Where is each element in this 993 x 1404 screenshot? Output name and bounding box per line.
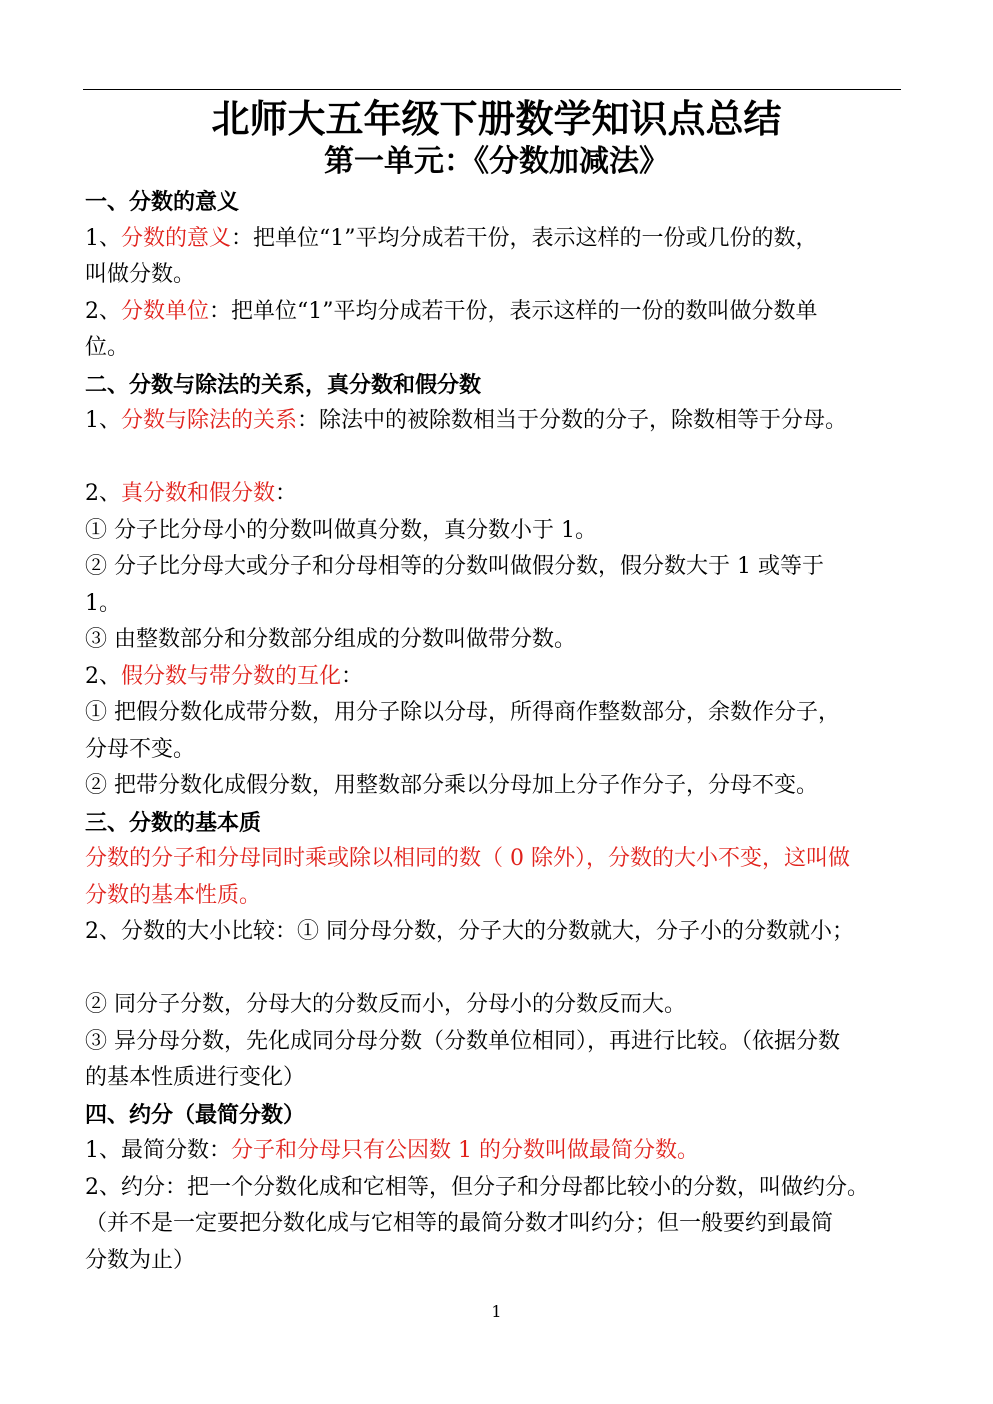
definition-text: ：除法中的被除数相当于分数的分子，除数相等于分母。 [297, 408, 848, 433]
list-item: ③ 异分母分数，先化成同分母分数（分数单位相同），再进行比较。（依据分数 [85, 1028, 840, 1054]
paragraph-line [85, 221, 895, 258]
blank-line [85, 440, 895, 477]
highlighted-term: 分数的意义 [121, 225, 232, 251]
note-line: （并不是一定要把分数化成与它相等的最简分数才叫约分；但一般要约到最简 [85, 1211, 834, 1236]
paragraph-line: 2、约分：把一个分数化成和它相等，但分子和分母都比较小的分数，叫做约分。 [85, 1174, 869, 1200]
page-number: 1 [491, 1302, 502, 1321]
paragraph-line: 分母不变。 [85, 736, 196, 762]
punctuation: 。 [239, 882, 262, 908]
item-number: 1、 [85, 225, 121, 251]
paragraph-line: 1。 [85, 590, 121, 616]
paragraph-line: 2、分数的大小比较：① 同分母分数，分子大的分数就大，分子小的分数就小； [85, 919, 854, 944]
paragraph-line: 的基本性质进行变化） [85, 1065, 306, 1090]
paragraph-line [85, 294, 895, 331]
paragraph-line [85, 878, 895, 915]
document-title: 北师大五年级下册数学知识点总结 [211, 96, 782, 141]
highlighted-term: 真分数和假分数 [121, 481, 276, 506]
list-item: ② 把带分数化成假分数，用整数部分乘以分母加上分子作分子，分母不变。 [85, 773, 818, 798]
highlighted-definition: 分子和分母只有公因数 1 的分数叫做最简分数。 [231, 1138, 699, 1163]
highlighted-term: 分数单位 [121, 298, 210, 324]
paragraph-line [85, 659, 895, 696]
definition-text: ：把单位“1”平均分成若干份，表示这样的一份或几份的数， [231, 225, 818, 251]
paragraph-line [85, 1133, 895, 1170]
item-number: 2、 [85, 481, 121, 506]
item-number: 2、 [85, 663, 121, 689]
section-heading-3: 三、分数的基本质 [85, 809, 262, 836]
list-item: ① 把假分数化成带分数，用分子除以分母，所得商作整数部分，余数作分子， [85, 700, 840, 725]
highlighted-term: 分数与除法的关系 [121, 408, 298, 433]
definition-text: ： [275, 481, 298, 506]
paragraph-line: 叫做分数。 [85, 262, 196, 287]
item-number: 2、 [85, 298, 121, 324]
section-heading-2: 二、分数与除法的关系，真分数和假分数 [85, 371, 482, 398]
highlighted-term: 假分数与带分数的互化 [121, 663, 342, 689]
definition-text: ： [341, 663, 364, 689]
paragraph-line [85, 476, 895, 513]
blank-line [85, 951, 895, 988]
list-item: ② 分子比分母大或分子和分母相等的分数叫做假分数，假分数大于 1 或等于 [85, 554, 824, 579]
section-heading-1: 一、分数的意义 [85, 189, 240, 215]
paragraph-line: 位。 [85, 335, 130, 360]
item-lead: 1、最简分数： [85, 1138, 231, 1163]
header-rule [83, 89, 901, 90]
paragraph-line [85, 403, 895, 440]
highlighted-paragraph: 分数的分子和分母同时乘或除以相同的数（ 0 除外），分数的大小不变，这叫做 [85, 846, 850, 871]
unit-subtitle: 第一单元：《分数加减法》 [324, 144, 669, 179]
highlighted-term: 分数的基本性质 [85, 882, 240, 908]
section-heading-4: 四、约分（最简分数） [85, 1101, 306, 1128]
list-item: ① 分子比分母小的分数叫做真分数，真分数小于 1。 [85, 517, 597, 543]
list-item: ② 同分子分数，分母大的分数反而小，分母小的分数反而大。 [85, 992, 686, 1017]
document-body [85, 184, 895, 1279]
note-line: 分数为止） [85, 1247, 196, 1273]
definition-text: ：把单位“1”平均分成若干份，表示这样的一份的数叫做分数单 [209, 298, 818, 324]
list-item: ③ 由整数部分和分数部分组成的分数叫做带分数。 [85, 627, 576, 652]
item-number: 1、 [85, 408, 121, 433]
